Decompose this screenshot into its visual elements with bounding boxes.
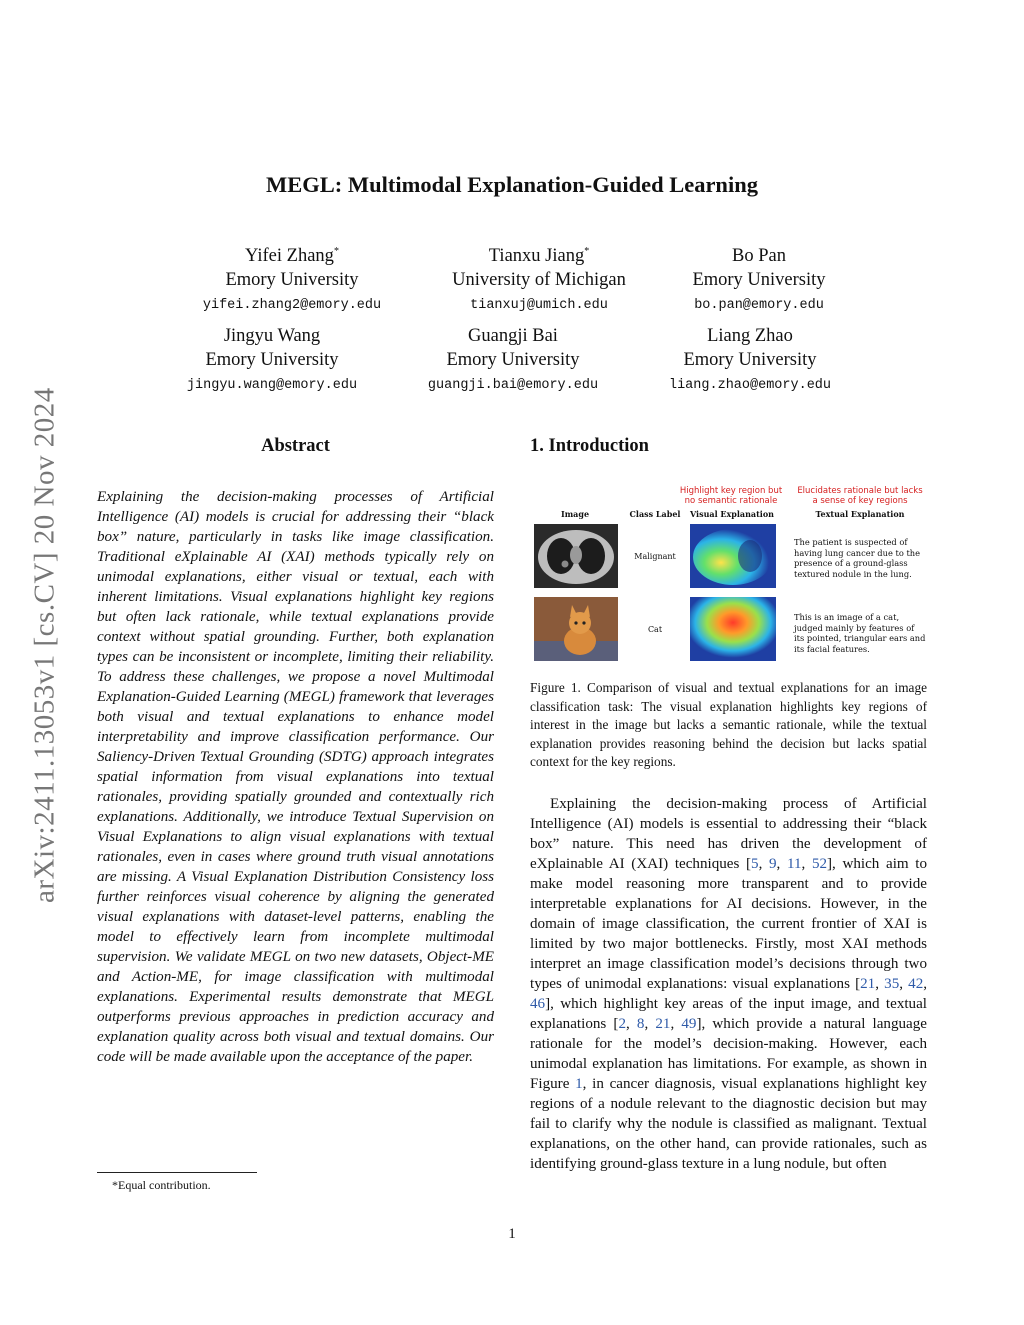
cat-saliency-heatmap xyxy=(690,597,776,661)
visual-annotation-note: Highlight key region but no semantic rationale xyxy=(679,486,783,506)
footnote: *Equal contribution. xyxy=(112,1178,211,1192)
figure-1-caption: Figure 1. Comparison of visual and textual explanations for an image classification task: The visual explanation highlights key regions of interest in the image but lacks a semantic rationale, while the textual explanation provides reasoning behind the decision but lacks spatial context for the key regions. xyxy=(530,680,927,769)
citation-link[interactable]: 11 xyxy=(786,856,802,872)
image-column-header: Image xyxy=(560,509,590,519)
citation-link[interactable]: 35 xyxy=(884,976,900,992)
footnote-divider xyxy=(97,1172,257,1173)
author-email[interactable]: tianxuj@umich.edu xyxy=(470,298,608,314)
citation-link[interactable]: 5 xyxy=(751,856,759,872)
page-number: 1 xyxy=(508,1226,516,1242)
author-name: Liang Zhao xyxy=(707,326,793,347)
author-affiliation: University of Michigan xyxy=(452,270,626,291)
equal-contribution-mark: * xyxy=(584,246,590,257)
author-email[interactable]: yifei.zhang2@emory.edu xyxy=(202,298,382,314)
arxiv-stamp: arXiv:2411.13053v1 [cs.CV] 20 Nov 2024 xyxy=(28,387,61,903)
author-block xyxy=(629,240,889,313)
ct-scan-image xyxy=(534,524,618,588)
citation-link[interactable]: 46 xyxy=(530,996,546,1012)
abstract-text: Explaining the decision-making processes of Artificial Intelligence (AI) models is crucial for addressing their “black box” nature, particularly in tasks like image classification. Traditional eXplainable AI (XAI) methods typically rely on unimodal explanations, either visual or textual, each with inherent limitations. Visual explanations highlight key regions but often lack rationale, while textual explanations provide context without spatial grounding. Further, both explanation types can be inconsistent or incomplete, limiting their reliability. To address these challenges, we propose a novel Multimodal Explanation-Guided Learning (MEGL) framework that leverages both visual and textual explanations to enhance model interpretability and improve classification performance. Our Saliency-Driven Textual Grounding (SDTG) approach integrates spatial information from visual explanations into textual rationales, providing spatially grounded and contextually rich explanations. Additionally, we introduce Textual Supervision on Visual Explanations to align visual explanations with textual rationales, even in cases where ground truth visual annotations are missing. A Visual Explanation Distribution Consistency loss further reinforces visual coherence by aligning the generated visual explanations with dataset-level patterns, enabling the model to effectively learn from incomplete multimodal supervision. We validate MEGL on two new datasets, Object-ME and Action-ME, for image classification with multimodal explanations. Experimental results demonstrate that MEGL outperforms previous approaches in prediction accuracy and explanation quality across both visual and textual domains. Our code will be made available upon the acceptance of the paper. xyxy=(97,489,494,1065)
author-affiliation: Emory University xyxy=(205,350,339,371)
introduction-text: Explaining the decision-making process of Artificial Intelligence (AI) models is essential to addressing their “black box” nature. This need has driven the development of eXplainable AI (XAI) techniques [5, 9, 11, 52], which aim to make model reasoning more transparent and to provide interpretable explanations for AI decisions. However, in the domain of image classification, the current frontier of XAI is limited by two major bottlenecks. Firstly, most XAI methods interpret an image classification model’s decisions through two types of unimodal explanations: visual explanations [21, 35, 42, 46], which highlight key areas of the input image, and textual explanations [2, 8, 21, 49], which provide a natural language rationale for the model’s decision-making. However, each unimodal explanation has limitations. For example, as shown in Figure 1, in cancer diagnosis, visual explanations highlight key regions of a nodule relevant to the diagnostic decision but may fail to clarify why the nodule is classified as malignant. Textual explanations, on the other hand, can provide rationales, such as identifying ground-glass texture in a lung nodule, but often xyxy=(530,796,928,1172)
author-email[interactable]: bo.pan@emory.edu xyxy=(694,298,824,314)
author-affiliation: Emory University xyxy=(225,270,359,291)
figure-reference-link[interactable]: 1 xyxy=(575,1076,583,1092)
citation-link[interactable]: 49 xyxy=(681,1016,697,1032)
author-affiliation: Emory University xyxy=(446,350,580,371)
author-email[interactable]: jingyu.wang@emory.edu xyxy=(186,378,358,394)
author-block xyxy=(162,240,422,313)
textual-explanation-cat: This is an image of a cat, judged mainly by features of its pointed, triangular ears and its facial features. xyxy=(794,612,926,654)
author-block xyxy=(620,320,880,393)
figure-1 xyxy=(530,482,927,667)
cat-photo xyxy=(534,597,618,661)
author-affiliation: Emory University xyxy=(692,270,826,291)
author-name: Jingyu Wang xyxy=(223,326,321,347)
class-label-cat: Cat xyxy=(647,625,663,634)
textual-annotation-note: Elucidates rationale but lacks a sense of key regions xyxy=(797,486,923,506)
citation-link[interactable]: 52 xyxy=(811,856,828,872)
equal-contribution-mark: * xyxy=(333,246,339,257)
citation-link[interactable]: 2 xyxy=(618,1016,626,1032)
paper-title: MEGL: Multimodal Explanation-Guided Learning xyxy=(266,172,758,197)
introduction-heading: 1. Introduction xyxy=(530,436,649,456)
author-name: Bo Pan xyxy=(732,246,786,267)
textual-explanation-lung: The patient is suspected of having lung cancer due to the presence of a ground-glass textured nodule in the lung. xyxy=(794,537,921,579)
author-block xyxy=(142,320,402,393)
citation-link[interactable]: 42 xyxy=(908,976,924,992)
citation-link[interactable]: 21 xyxy=(860,976,876,992)
ct-saliency-heatmap xyxy=(690,524,776,588)
class-column-header: Class Label xyxy=(629,509,681,519)
citation-link[interactable]: 8 xyxy=(636,1016,645,1032)
author-email[interactable]: liang.zhao@emory.edu xyxy=(668,378,832,394)
author-name: Yifei Zhang xyxy=(245,246,334,267)
author-affiliation: Emory University xyxy=(683,350,817,371)
citation-link[interactable]: 21 xyxy=(655,1016,671,1032)
author-name: Tianxu Jiang xyxy=(488,246,585,267)
class-label-malignant: Malignant xyxy=(634,552,676,561)
author-name: Guangji Bai xyxy=(468,326,558,347)
textual-column-header: Textual Explanation xyxy=(815,509,905,519)
author-block xyxy=(383,320,643,393)
author-email[interactable]: guangji.bai@emory.edu xyxy=(427,378,599,394)
abstract-heading: Abstract xyxy=(261,436,330,456)
visual-column-header: Visual Explanation xyxy=(689,509,774,519)
citation-link[interactable]: 9 xyxy=(769,856,777,872)
